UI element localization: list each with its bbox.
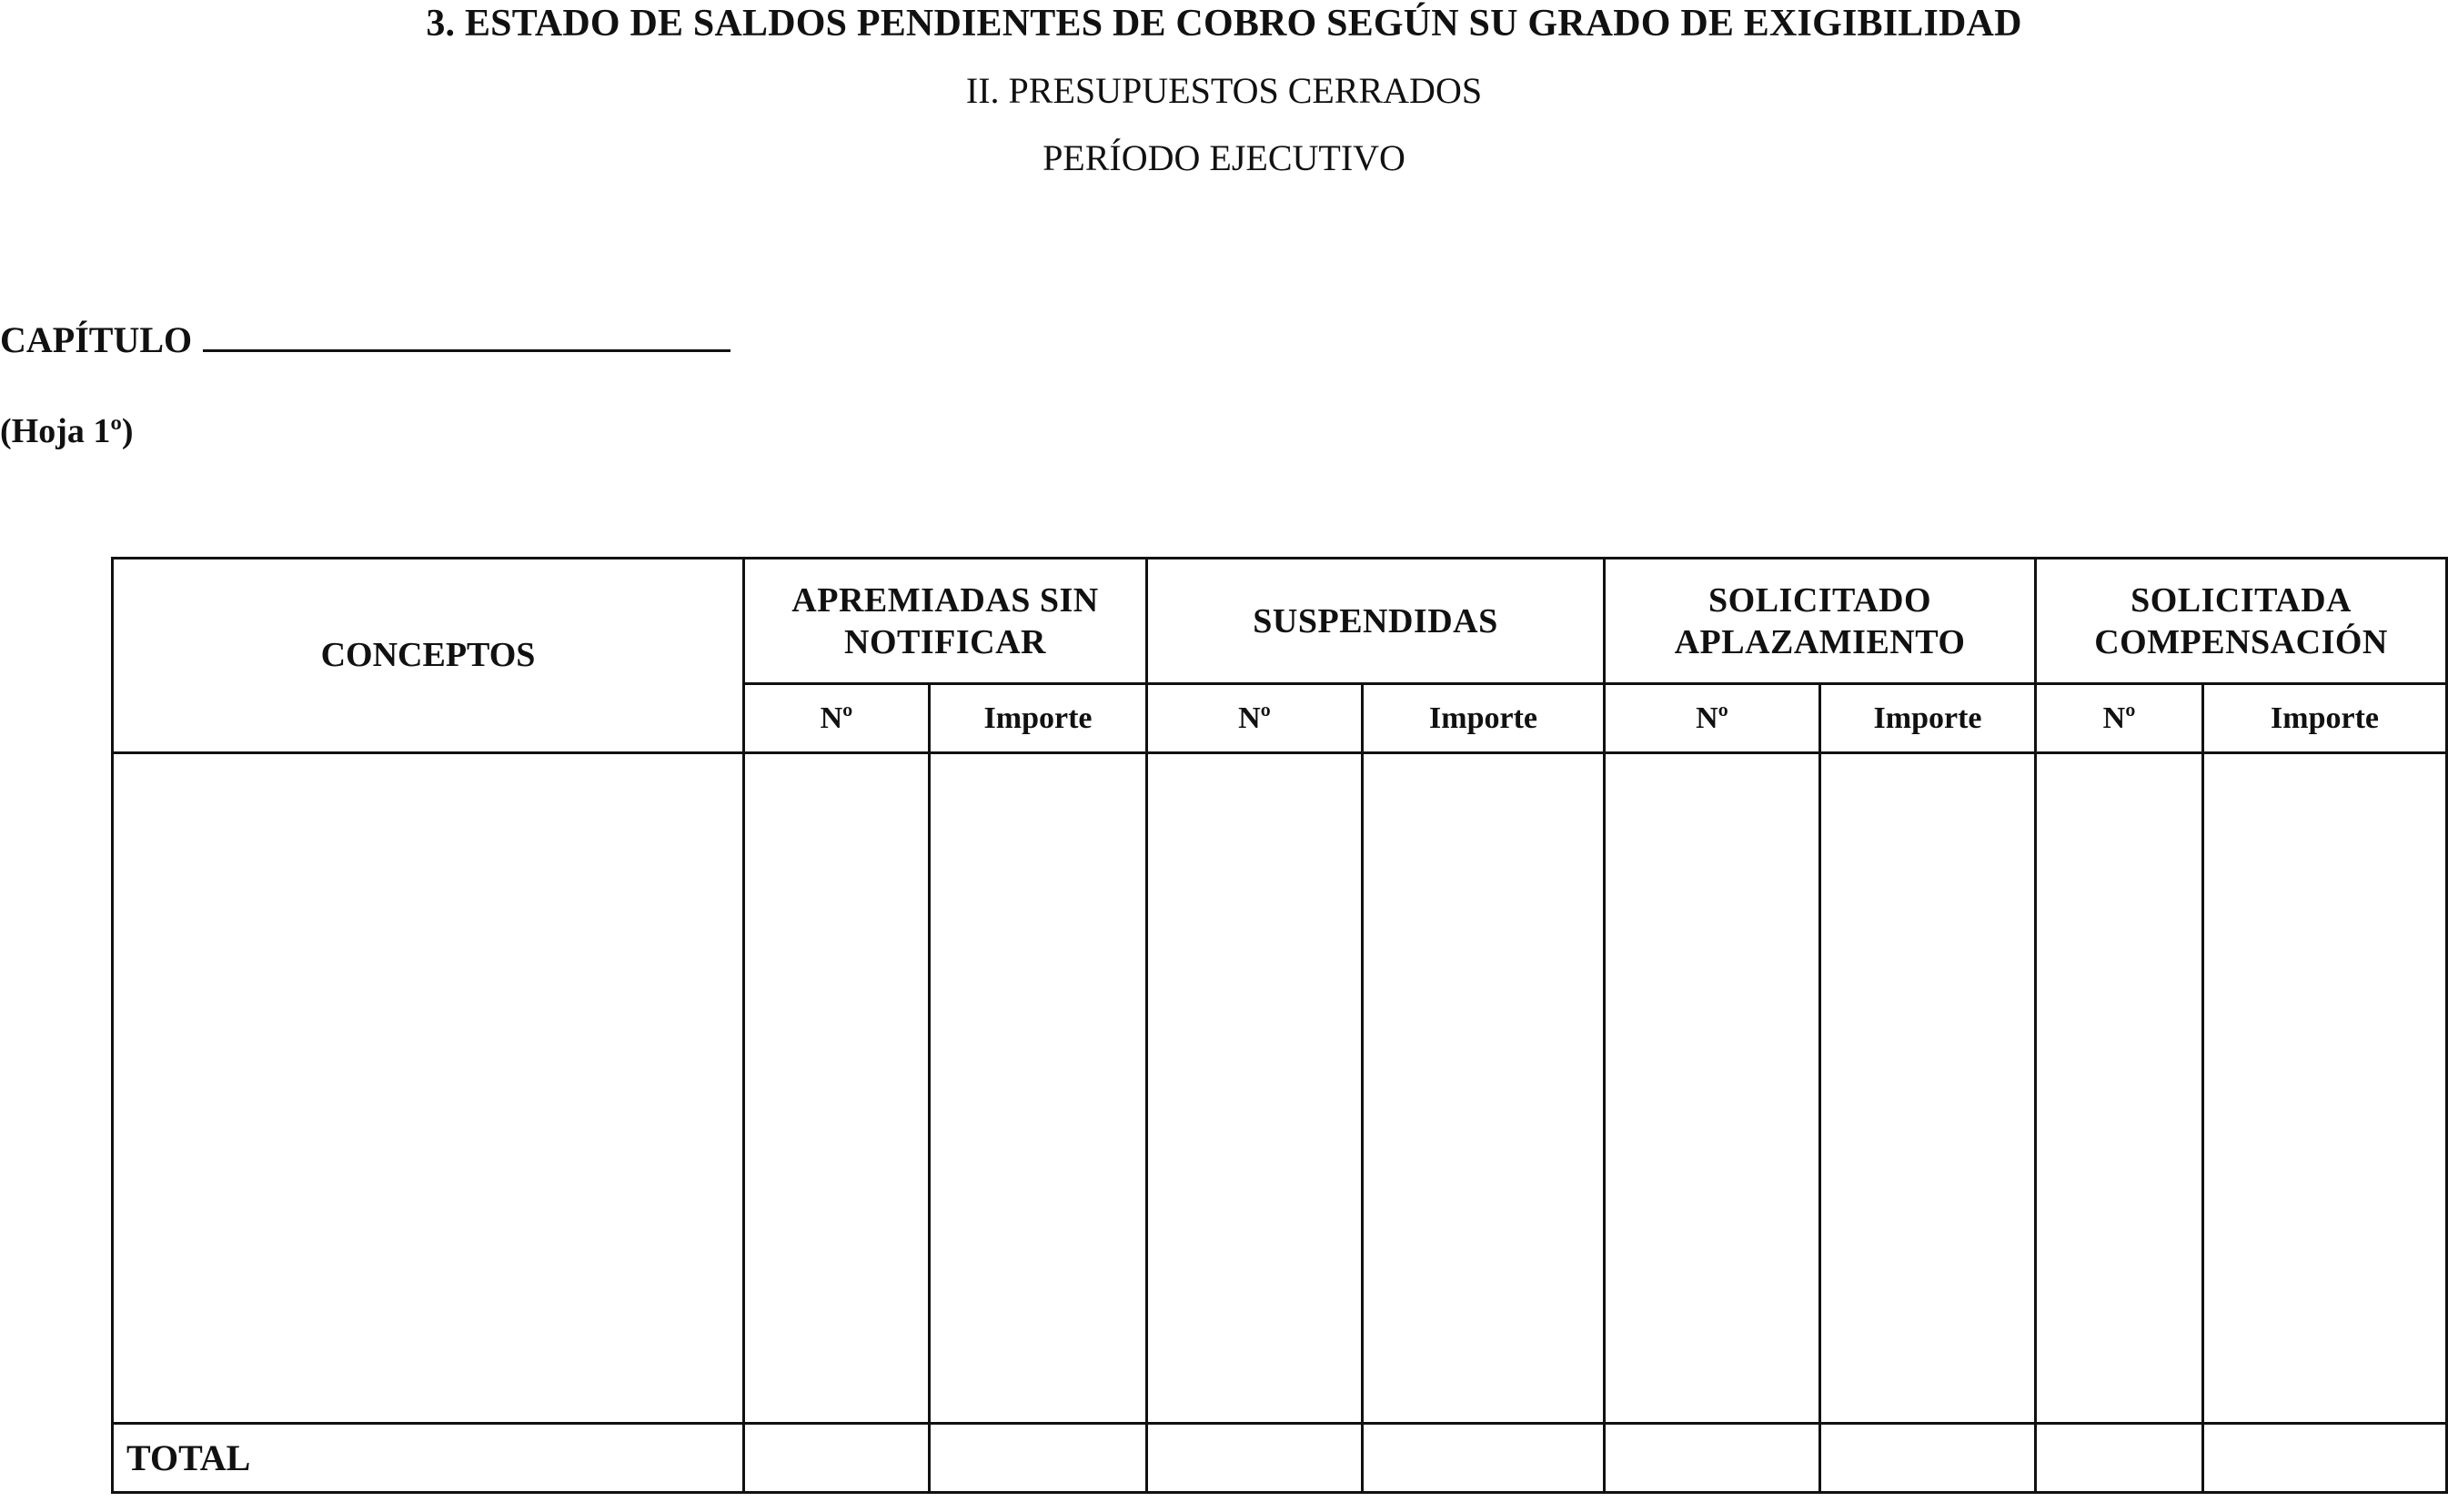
column-header-amount: Importe [930,684,1147,753]
total-number-cell[interactable] [744,1424,930,1493]
period-title: PERÍODO EJECUTIVO [1043,137,1405,178]
group-header-suspendidas: SUSPENDIDAS [1147,559,1605,684]
sheet-label: (Hoja 1º) [0,412,134,450]
page-subtitle: II. PRESUPUESTOS CERRADOS [965,70,1483,111]
amount-cell[interactable] [930,752,1147,1423]
table-header-row [113,559,2447,684]
balances-table [111,557,2448,1494]
number-cell[interactable] [744,752,930,1423]
group-header-compensacion: SOLICITADA COMPENSACIÓN [2036,559,2447,684]
total-number-cell[interactable] [2036,1424,2203,1493]
total-amount-cell[interactable] [2203,1424,2447,1493]
total-number-cell[interactable] [1147,1424,1363,1493]
concepts-cell[interactable] [113,752,744,1423]
number-cell[interactable] [1147,752,1363,1423]
group-header-apremiadas: APREMIADAS SIN NOTIFICAR [744,559,1147,684]
number-cell[interactable] [2036,752,2203,1423]
total-amount-cell[interactable] [1363,1424,1605,1493]
total-amount-cell[interactable] [1820,1424,2036,1493]
total-row [113,1424,2447,1493]
chapter-label: CAPÍTULO [0,319,193,360]
total-amount-cell[interactable] [930,1424,1147,1493]
column-header-number: Nº [2036,684,2203,753]
column-header-amount: Importe [1820,684,2036,753]
concepts-header: CONCEPTOS [113,559,744,753]
column-header-number: Nº [744,684,930,753]
amount-cell[interactable] [1820,752,2036,1423]
chapter-input-line[interactable] [203,349,730,352]
column-header-number: Nº [1147,684,1363,753]
table-body-row [113,752,2447,1423]
column-header-amount: Importe [2203,684,2447,753]
number-cell[interactable] [1605,752,1820,1423]
column-header-amount: Importe [1363,684,1605,753]
total-number-cell[interactable] [1605,1424,1820,1493]
amount-cell[interactable] [2203,752,2447,1423]
group-header-aplazamiento: SOLICITADO APLAZAMIENTO [1605,559,2036,684]
total-label: TOTAL [113,1424,744,1493]
chapter-field [0,318,730,361]
column-header-number: Nº [1605,684,1820,753]
amount-cell[interactable] [1363,752,1605,1423]
page-title: 3. ESTADO DE SALDOS PENDIENTES DE COBRO SEGÚN SU GRADO DE EXIGIBILIDAD [426,3,2022,45]
